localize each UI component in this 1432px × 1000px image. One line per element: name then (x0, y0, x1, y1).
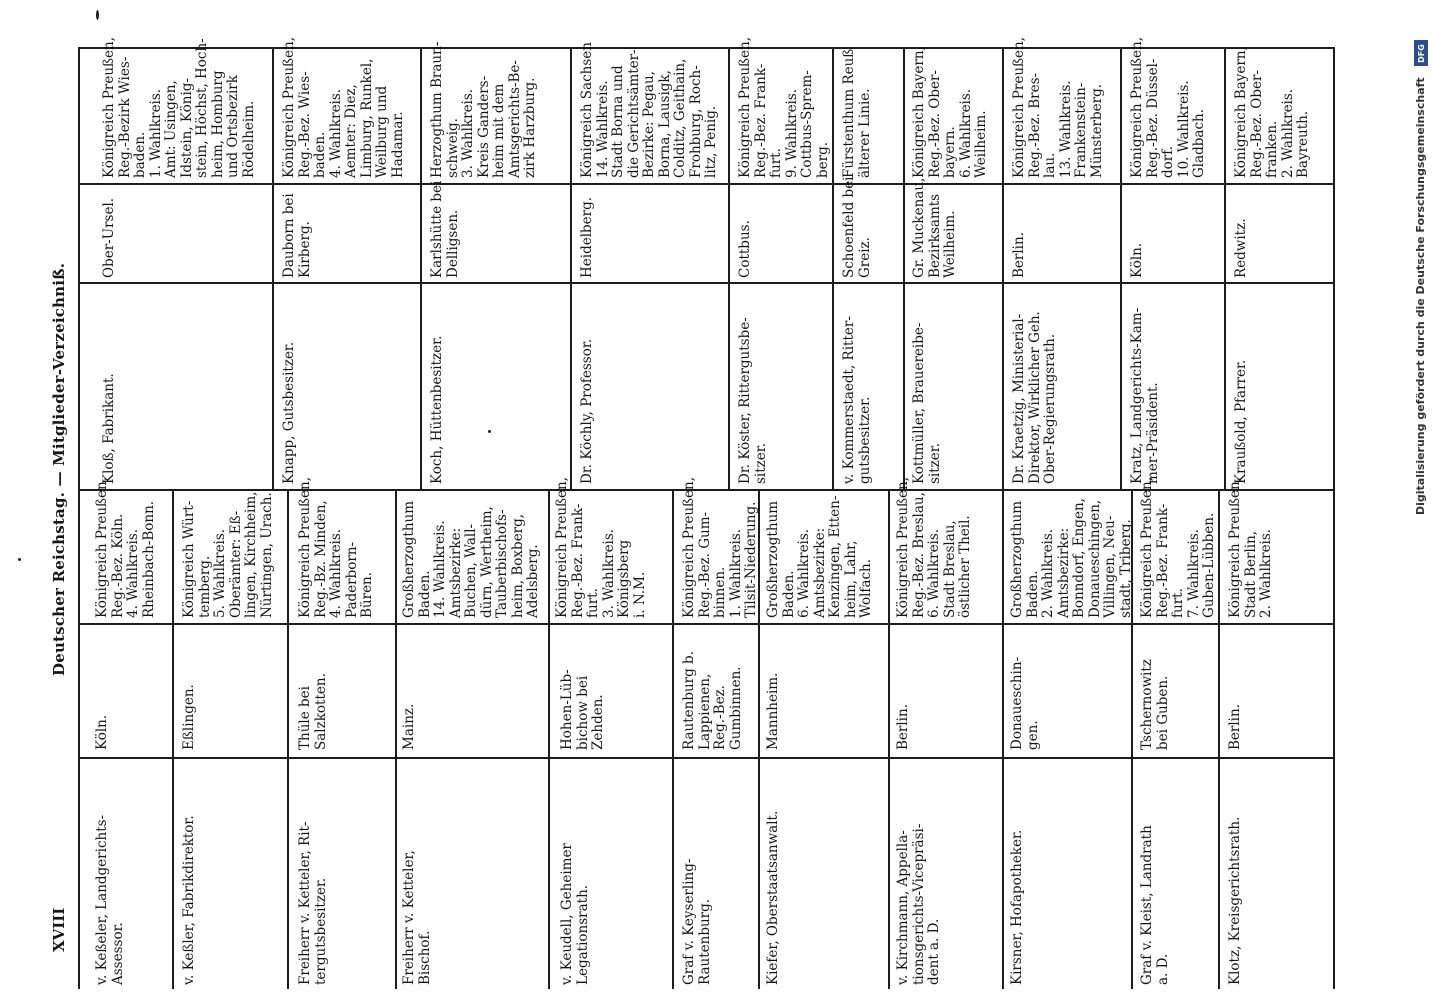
member-place: Hohen-Lüb- bichow bei Zehden. (559, 669, 606, 750)
row-divider (1120, 47, 1122, 489)
member-name: Kiefer, Oberstaatsanwalt. (765, 810, 781, 985)
digitization-watermark: Digitalisierung gefördert durch die Deutsche Forschungsgemeinschaft (1414, 77, 1427, 515)
row-divider (1224, 47, 1226, 489)
member-place: Donaueschin- gen. (1009, 656, 1041, 750)
member-district: Großherzogthum Baden. 2. Wahlkreis. Amtsbezirke: Bonndorf, Engen, Donaueschingen, Villingen, Neu- stadt, Triberg. (1009, 498, 1134, 618)
row-divider (1002, 47, 1004, 489)
member-place: Gr. Muckenau, Bezirksamts Weilheim. (911, 177, 958, 278)
row-divider (287, 489, 289, 989)
member-district: Königreich Preußen, Reg.-Bez. Frank- furt. 3. Wahlkreis. Königsberg i. N.M. (554, 476, 648, 618)
member-district: Königreich Preußen, Reg.-Bez. Düssel- dorf. 10. Wahlkreis. Gladbach. (1129, 36, 1207, 178)
frame-left (78, 47, 80, 989)
member-name: Dr. Kraetzig, Ministerial- Direktor, Wirklicher Geh. Ober-Regierungsrath. (1011, 311, 1058, 484)
member-district: Königreich Sachsen 14. Wahlkreis. Stadt Borna und die Gerichtsämter- Bezirke: Pegau, Borna, Lausigk, Colditz, Geithain, Frohburg, Roch- litz, Penig. (579, 42, 719, 178)
member-district: Königreich Preußen, Stadt Berlin, 2. Wahlkreis. (1227, 476, 1274, 618)
member-place: Schoenfeld bei Greiz. (841, 176, 873, 278)
member-name: Kratz, Landgerichts-Kam- mer-Präsident. (1129, 307, 1161, 484)
member-district: Fürstenthum Reuß älterer Linie. (841, 48, 873, 178)
member-place: Redwitz. (1233, 218, 1249, 278)
inner-rule-right-2 (78, 282, 1335, 284)
scan-speck (96, 10, 99, 20)
member-name: v. Keßeler, Landgerichts- Assessor. (94, 814, 126, 985)
member-name: Koch, Hüttenbesitzer. (429, 335, 445, 484)
row-divider (888, 489, 890, 989)
member-place: Thüle bei Salzkotten. (297, 673, 329, 750)
member-district: Königreich Preußen, Reg.-Bez. Gum- binnen. 1. Wahlkreis. Tilsit-Niederung. (681, 476, 759, 618)
member-place: Heidelberg. (579, 196, 595, 278)
member-place: Berlin. (1011, 232, 1027, 278)
member-name: v. Kommerstaedt, Ritter- gutsbesitzer. (841, 316, 873, 484)
member-district: Herzogthum Braun- schweig. 3. Wahlkreis. Kreis Ganders- heim mit dem Amtsgerichts-Be- zirk Harzburg. (429, 41, 538, 178)
row-divider (548, 489, 550, 989)
frame-right (1333, 47, 1335, 989)
row-divider (1218, 489, 1220, 989)
member-name: Knapp, Gutsbesitzer. (281, 341, 297, 484)
inner-rule-left-2 (78, 757, 1335, 759)
member-place: Dauborn bei Kirberg. (281, 193, 313, 278)
scan-speck (488, 430, 491, 433)
inner-rule-left-1 (78, 623, 1335, 625)
row-divider (728, 47, 730, 489)
member-name: Kraußold, Pfarrer. (1233, 359, 1249, 484)
member-place: Rautenburg b. Lappienen, Reg.-Bez. Gumbinnen. (681, 651, 744, 750)
member-district: Großherzogthum Baden. 14. Wahlkreis. Amtsbezirke: Buchen, Wall- dürn, Wertheim, Tauberbischofs- heim, Boxberg, Adelsberg. (401, 500, 541, 618)
member-place: Köln. (1129, 242, 1145, 278)
member-place: Tschernowitz bei Guben. (1139, 659, 1171, 750)
member-district: Königreich Preußen, Reg.-Bez. Köln. 4. Wahlkreis. Rheinbach-Bonn. (94, 476, 157, 618)
member-place: Berlin. (1227, 704, 1243, 750)
member-district: Königreich Preußen, Reg.-Bz. Minden, 4. Wahlkreis. Paderborn- Büren. (297, 476, 375, 618)
running-head: Deutscher Reichstag. — Mitglieder-Verzeichniß. (50, 262, 68, 676)
member-district: Königreich Würt- temberg. 5. Wahlkreis. Oberämter: Eß- lingen, Kirchheim, Nürtingen, Urach. (181, 491, 275, 618)
page-number: XVIII (50, 907, 68, 952)
member-name: Kirsner, Hofapotheker. (1009, 829, 1025, 985)
row-divider (672, 489, 674, 989)
member-name: Kottmüller, Brauereibe- sitzer. (911, 322, 943, 484)
member-district: Königreich Preußen, Reg.-Bez. Breslau, 6. Wahlkreis. Stadt Breslau, östlicher Theil. (895, 476, 973, 618)
row-divider (832, 47, 834, 489)
row-divider (420, 47, 422, 489)
member-place: Eßlingen. (181, 684, 197, 750)
member-district: Königreich Preußen, Reg.-Bez. Frank- furt. 7. Wahlkreis. Guben-Lübben. (1139, 476, 1217, 618)
member-name: Freiherr v. Ketteler, Rit- tergutsbesitzer. (297, 821, 329, 985)
member-name: v. Keßler, Fabrikdirektor. (181, 815, 197, 985)
member-place: Mainz. (401, 703, 417, 750)
member-district: Königreich Preußen, Reg.-Bezirk Wies- baden. 1. Wahlkreis. Amt: Usingen, Idstein, König- stein, Höchst, Hoch- heim, Homburg und Ortsbezirk Rödelheim. (101, 36, 257, 178)
member-name: Klotz, Kreisgerichtsrath. (1227, 816, 1243, 985)
member-name: Freiherr v. Ketteler, Bischof. (401, 850, 433, 985)
member-name: v. Keudell, Geheimer Legationsrath. (559, 843, 591, 985)
member-district: Königreich Preußen, Reg.-Bez. Bres- lau. 13. Wahlkreis. Frankenstein- Münsterberg. (1011, 36, 1105, 178)
member-name: Dr. Köster, Rittergutsbe- sitzer. (737, 317, 769, 484)
row-divider (1002, 489, 1004, 989)
member-place: Köln. (94, 714, 110, 750)
member-place: Ober-Ursel. (101, 197, 117, 278)
member-name: Kloß, Fabrikant. (101, 373, 117, 484)
scan-speck (18, 558, 21, 561)
inner-rule-right-1 (78, 183, 1335, 185)
member-district: Königreich Bayern, Reg.-Bez. Ober- bayern. 6. Wahlkreis. Weilheim. (911, 46, 989, 178)
member-place: Berlin. (895, 704, 911, 750)
member-place: Karlshütte bei Delligsen. (429, 180, 461, 278)
member-district: Königreich Bayern, Reg.-Bez. Ober- franken. 2. Wahlkreis. Bayreuth. (1233, 46, 1311, 178)
member-district: Königreich Preußen, Reg.-Bez. Frank- furt. 9. Wahlkreis. Cottbus-Sprem- berg. (737, 36, 831, 178)
row-divider (272, 47, 274, 489)
row-divider (172, 489, 174, 989)
member-name: v. Kirchmann, Appella- tionsgerichts-Vicepräsi- dent a. D. (895, 823, 942, 985)
row-divider (570, 47, 572, 489)
row-divider (395, 489, 397, 989)
member-name: Graf v. Keyserling- Rautenburg. (681, 858, 713, 985)
row-divider (903, 47, 905, 489)
dfg-logo: DFG (1414, 40, 1428, 66)
member-place: Cottbus. (737, 220, 753, 278)
member-place: Mannheim. (765, 672, 781, 750)
member-district: Großherzogthum Baden. 6. Wahlkreis. Amtsbezirke: Kenzingen, Etten- heim, Lahr, Wolfach. (765, 495, 874, 618)
member-name: Graf v. Kleist, Landrath a. D. (1139, 825, 1171, 985)
member-name: Dr. Köchly, Professor. (579, 338, 595, 484)
member-district: Königreich Preußen, Reg.-Bez. Wies- baden. 4. Wahlkreis. Aemter: Diez, Limburg, Runkel, Weilburg und Hadamar. (281, 36, 406, 178)
